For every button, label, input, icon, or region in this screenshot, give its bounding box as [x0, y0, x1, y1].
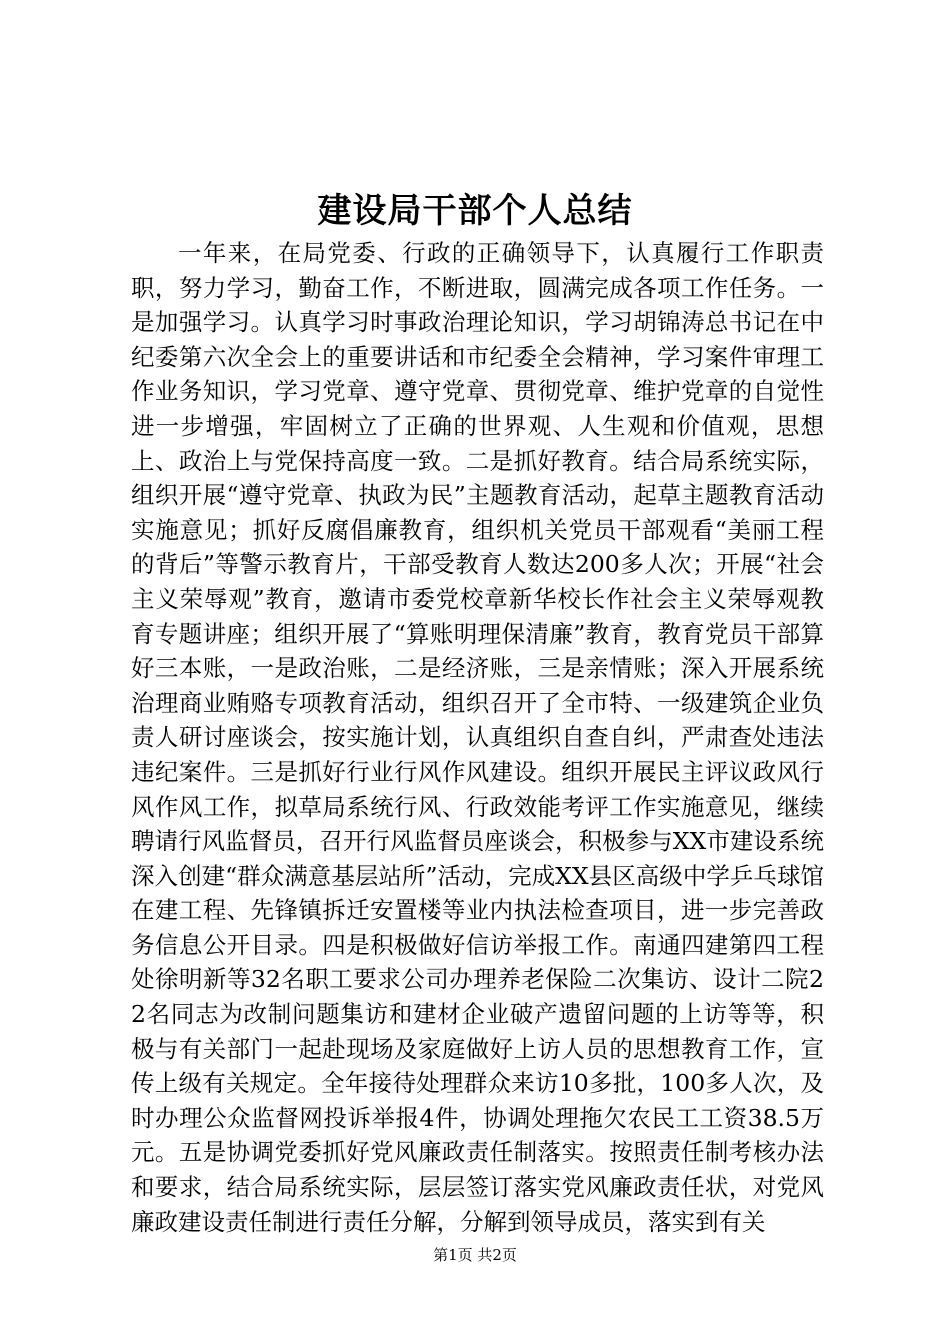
page-indicator: 第1页 共2页 — [433, 1246, 517, 1264]
document-body-paragraph: 一年来，在局党委、行政的正确领导下，认真履行工作职责职，努力学习，勤奋工作，不断进取，圆满完成各项工作任务。一是加强学习。认真学习时事政治理论知识，学习胡锦涛总书记在中纪委第六次全会上的重要讲话和市纪委全会精神，学习案件审理工作业务知识，学习党章、遵守党章、贯彻党章、维护党章的自觉性进一步增强，牢固树立了正确的世界观、人生观和价值观，思想上、政治上与党保持高度一致。二是抓好教育。结合局系统实际，组织开展“遵守党章、执政为民”主题教育活动，起草主题教育活动实施意见；抓好反腐倡廉教育，组织机关党员干部观看“美丽工程的背后”等警示教育片，干部受教育人数达200多人次；开展“社会主义荣辱观”教育，邀请市委党校章新华校长作社会主义荣辱观教育专题讲座；组织开展了“算账明理保清廉”教育，教育党员干部算好三本账，一是政治账，二是经济账，三是亲情账；深入开展系统治理商业贿赂专项教育活动，组织召开了全市特、一级建筑企业负责人研讨座谈会，按实施计划，认真组织自查自纠，严肃查处违法违纪案件。三是抓好行业行风作风建设。组织开展民主评议政风行风作风工作，拟草局系统行风、行政效能考评工作实施意见，继续聘请行风监督员，召开行风监督员座谈会，积极参与XX市建设系统深入创建“群众满意基层站所”活动，完成XX县区高级中学乒乓球馆在建工程、先锋镇拆迁安置楼等业内执法检查项目，进一步完善政务信息公开目录。四是积极做好信访举报工作。南通四建第四工程处徐明新等32名职工要求公司办理养老保险二次集访、设计二院22名同志为改制问题集访和建材企业破产遗留问题的上访等等，积极与有关部门一起赴现场及家庭做好上访人员的思想教育工作，宣传上级有关规定。全年接待处理群众来访10多批，100多人次，及时办理公众监督网投诉举报4件，协调处理拖欠农民工工资38.5万元。五是协调党委抓好党风廉政责任制落实。按照责任制考核办法和要求，结合局系统实际，层层签订落实党风廉政责任状，对党风廉政建设责任制进行责任分解，分解到领导成员，落实到有关 — [131, 239, 824, 1236]
page-footer — [0, 1244, 950, 1266]
document-title: 建设局干部个人总结 — [317, 191, 633, 231]
